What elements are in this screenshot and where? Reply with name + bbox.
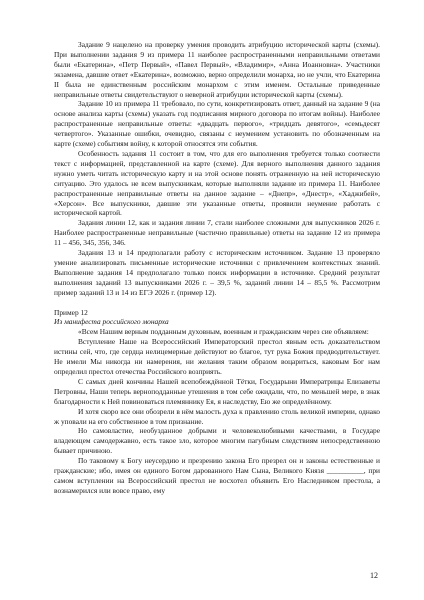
paragraph-task-11: Особенность задания 11 состоит в том, что для его выполнения требуется только соотнести текст с информацией, представленной на карте (схеме). Для верного выполнения данного задания нужно уметь читать историческую карту и на этой основе понять отраженную на ней историческую ситуацию. Это удалось не всем выпускникам, которые выполняли задание из примера 11. Наиболее распространенные неправильные ответы на данное задание – «Днепр», «Днестр», «Хаджибей», «Херсон». Все выпускники, давшие эти указанные ответы, проявили неумение работать с исторической картой. xyxy=(54,148,380,218)
paragraph-task-13-14: Задания 13 и 14 предполагали работу с историческим источником. Задание 13 проверяло умение анализировать письменные исторические источники с привлечением контекстных знаний. Выполнение задания 14 предполагало только поиск информации в источнике. Средний результат выполнения заданий 13 выпускниками 2026 г. – 39,5 %, заданий линии 14 – 85,5 %. Рассмотрим пример заданий 13 и 14 из ЕГЭ 2026 г. (пример 12). xyxy=(54,248,380,297)
source-paragraph: И хотя скоро все они обозрели в нём малость духа к правлению столь великой империи, однако ж уповали на его собственное в том признание. xyxy=(54,406,380,426)
source-paragraph: С самых дней кончины Нашей всепобеждённой Тётки, Государыни Императрицы Елизаветы Петровны, Наши теперь верноподданные утешения в том себе ожидали, что, по меньшей мере, в знак благодарности к Ней повиноваться племяннику Ея, я наследству, Ею же определённому. xyxy=(54,376,380,406)
source-paragraph: «Всем Нашим верным подданным духовным, военным и гражданским через сие объявляем: xyxy=(78,327,369,337)
paragraph-task-10: Задание 10 из примера 11 требовало, по сути, конкретизировать ответ, данный на задание 9 (на основе анализа карты (схемы) указать год подписания мирного договора по итогам войны). Наиболее распространенные неправильные ответы: «двадцать первого», «тридцать девятого», «семьдесят четвертого». Указанные ошибки, очевидно, связаны с неумением установить по обозначенным на карте (схеме) событиям войну, к которой относятся эти события. xyxy=(54,99,380,149)
example-title: Из манифеста российского монарха xyxy=(54,317,169,327)
paragraph-task-12: Задания линии 12, как и задания линии 7, стали наиболее сложными для выпускников 2026 г. Наиболее распространенные неправильные (частично правильные) ответы на задание 12 из примера 11 – 456, 345, 356, 346. xyxy=(54,218,380,248)
example-label: Пример 12 xyxy=(54,307,88,317)
page-number: 12 xyxy=(370,571,378,580)
paragraph-task-9: Задание 9 нацелено на проверку умения проводить атрибуцию исторической карты (схемы). При выполнении задания 9 из примера 11 наиболее распространенными неправильными ответами были «Екатерина», «Петр Первый», «Павел Первый», «Владимир», «Анна Иоанновна». Участники экзамена, давшие ответ «Екатерина», возможно, верно определили монарха, но не учли, что Екатерина II была не единственным российским монархом с этим именем. Остальные приведенные неправильные ответы свидетельствуют о неверной атрибуции исторической карты (схемы). xyxy=(54,40,380,99)
source-paragraph: Вступление Наше на Всероссийский Императорский престол явным есть доказательством истины сей, что, где сердца нелицемерные действуют во благое, тут рука Божия предводительствует. Не имели Мы никогда ни намерения, ни желания таким образом воцариться, каковым Бог нам определил престол отечества Российского возприять. xyxy=(54,337,380,376)
source-paragraph: Но самовластие, необузданное добрыми и человеколюбивыми качествами, в Государе владеющем самодержавно, есть такое зло, которое многим пагубным следствиям непосредственною бывает причиною. xyxy=(54,426,380,456)
spacer xyxy=(54,298,380,308)
source-paragraph: По таковому к Богу неусердию и презрению закона Его презрел он и законы естественные и гражданские; ибо, имея он единого Богом дарованного Нам Сына, Великого Князя __________, при самом вступлении на Всероссийский престол не восхотел объявить Его Наследником престола, а вознамерился или вовсе право, ему xyxy=(54,456,380,495)
